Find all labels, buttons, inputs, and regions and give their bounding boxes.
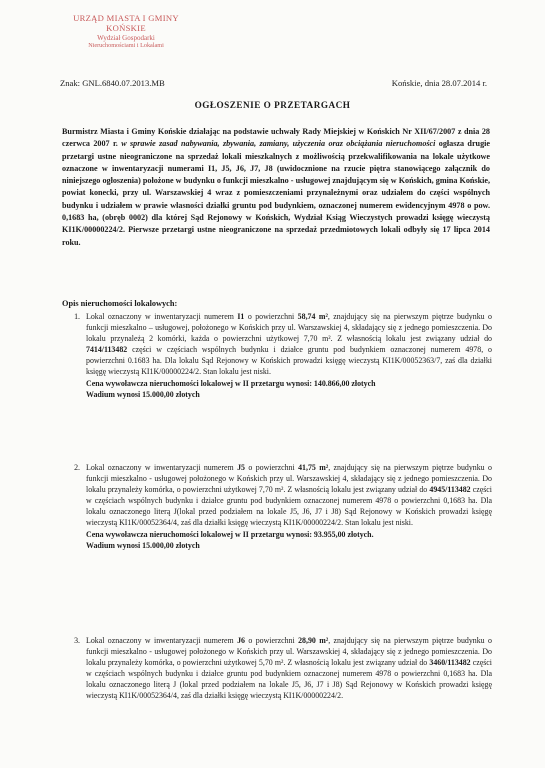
- item-text: części w częściach wspólnych budynku i działce gruntu pod budynkiem oznaczonej numerem 4978, o powierzchni 0.1683 ha. Dla lokalu Sąd Rejonowy w Końskich prowadzi księgę wieczystą KI1K/00052363/7, zaś dla działki księgę wieczystą KI1K/00000224/2. Stan lokalu jest niski.: [86, 345, 492, 377]
- item-number: 2.: [74, 463, 80, 472]
- deposit-amount: Wadium wynosi 15.000,00 złotych: [86, 540, 200, 550]
- item-text: Lokal oznaczony w inwentaryzacji numerem: [86, 636, 238, 645]
- unit-area: 58,74 m²: [297, 312, 328, 321]
- item-text: części w częściach wspólnych budynku i działce gruntu pod budynkiem oznaczonej numerem 4978 o powierzchni 0,1683 ha. Dla lokalu oznaczonego literą J(lokal przed podziałem na lokale J5, J6, J7 i J8) Sąd Rejonowy w Końskich prowadzi księgę wieczystą KI1K/00052364/4, zaś dla działki księgę wieczystą KI1K/00000224/2. Stan lokalu jest niski.: [86, 485, 493, 528]
- intro-text-1: Burmistrz Miasta i Gminy Końskie działając na podstawie uchwały Rady Miejskiej w Końskich Nr XII/67/2007 z dnia 28 czerwca 2007 r.: [62, 127, 490, 149]
- item-number: 3.: [74, 636, 80, 645]
- intro-text-2: ogłasza drugie przetargi ustne nieograniczone na sprzedaż lokali mieszkalnych z możliwością przekwalifikowania na lokale użytkowe oznaczone w inwentaryzacji numerami I1, J5, J6, J7, J8 (uwidocznione na rzucie piętra stanowiącego załącznik do niniejszego ogłoszenia) położone w budynku o funkcji mieszkalno - usługowej znajdującym się w Końskich, gmina Końskie, powiat konecki, przy ul. Warszawskiej 4 wraz z pomieszczeniami przynależnymi oraz udziałem do części wspólnych budynku i udziałem w prawie własności działki gruntu pod budynkiem, oznaczonej numerem ewidencyjnym 4978 o pow. 0,1683 ha, (obręb 0002) dla której Sąd Rejonowy w Końskich, Wydział Ksiąg Wieczystych prowadzi księgę wieczystą KI1K/00000224/2. Pierwsze przetargi ustne nieograniczone na sprzedaż przedmiotowych lokali odbyły się 17 lipca 2014 roku.: [62, 139, 491, 247]
- item-text: Lokal oznaczony w inwentaryzacji numerem: [86, 463, 238, 472]
- intro-paragraph: [62, 126, 490, 249]
- item-text: , znajdujący się na pierwszym piętrze budynku o funkcji mieszkalno – usługowej, położonego w Końskich przy ul. Warszawskiej 4, składający się z jednego pomieszczenia. Do lokalu przynależą 2 komórki, każda o powierzchni użytkowej 7,70 m². Z własnością lokalu jest związany udział do: [86, 312, 492, 344]
- document-title: OGŁOSZENIE O PRZETARGACH: [194, 100, 351, 110]
- stamp-line-4: Nieruchomościami i Lokalami: [88, 41, 164, 49]
- item-text: o powierzchni: [244, 463, 299, 472]
- item-text: o powierzchni: [244, 312, 298, 321]
- deposit-amount: Wadium wynosi 15.000,00 złotych: [86, 389, 200, 399]
- starting-price: Cena wywoławcza nieruchomości lokalowej w II przetargu wynosi: 93.955,00 złotych.: [86, 529, 374, 539]
- unit-id: I1: [237, 312, 245, 321]
- unit-id: J5: [237, 463, 245, 472]
- unit-share: 3460/113482: [429, 658, 471, 668]
- unit-area: 41,75 m²: [298, 463, 329, 472]
- office-stamp: [72, 14, 180, 49]
- stamp-line-2: KOŃSKIE: [106, 22, 146, 33]
- section-title: Opis nieruchomości lokalowych:: [62, 299, 178, 308]
- item-number: 1.: [74, 312, 80, 321]
- property-item-3: [62, 635, 492, 702]
- stamp-line-1: URZĄD MIASTA I GMINY: [73, 13, 179, 23]
- starting-price: Cena wywoławcza nieruchomości lokalowej w II przetargu wynosi: 140.866,00 złotych: [86, 378, 376, 388]
- unit-share: 7414/113482: [86, 345, 128, 355]
- reference-number: Znak: GNL.6840.07.2013.MB: [60, 78, 165, 88]
- item-text: Lokal oznaczony w inwentaryzacji numerem: [86, 312, 238, 321]
- property-item-2: [62, 462, 492, 551]
- item-body: [86, 311, 492, 400]
- item-text: o powierzchni: [244, 636, 299, 645]
- intro-italic: w sprawie zasad nabywania, zbywania, zamiany, użyczenia oraz obciążania nieruchomości: [121, 139, 436, 149]
- property-item-1: [62, 311, 492, 400]
- unit-share: 4945/113482: [429, 485, 471, 495]
- unit-id: J6: [237, 636, 245, 645]
- item-body: [86, 635, 492, 702]
- stamp-line-3: Wydział Gospodarki: [97, 33, 155, 42]
- item-text: , znajdujący się na pierwszym piętrze budynku o funkcji mieszkalno - usługowej położonego w Końskich przy ul. Warszawskiej 4, składający się z jednego pomieszczenia. Do lokalu przynależy komórka, o powierzchni użytkowej 5,70 m². Z własnością lokalu jest związany udział do: [86, 636, 492, 668]
- item-text: , znajdujący się na pierwszym piętrze budynku o funkcji mieszkalno - usługowej położonego w Końskich przy ul. Warszawskiej 4, składający się z jednego pomieszczenia. Do lokalu przynależy komórka, o powierzchni użytkowej 7,70 m². Z własnością lokalu jest związany udział do: [86, 463, 492, 495]
- item-body: [86, 462, 492, 551]
- unit-area: 28,90 m²: [298, 636, 329, 645]
- item-text: części w częściach wspólnych budynku i działce gruntu pod budynkiem oznaczonej numerem 4978 o powierzchni 0,1683 ha. Dla lokalu oznaczonego literą J (lokal przed podziałem na lokale J5, J6, J7 i J8) Sąd Rejonowy w Końskich prowadzi księgę wieczystą KI1K/00052364/4, zaś dla działki księgę wieczystą KI1K/00000224/2.: [86, 658, 493, 701]
- document-date: Końskie, dnia 28.07.2014 r.: [391, 78, 487, 88]
